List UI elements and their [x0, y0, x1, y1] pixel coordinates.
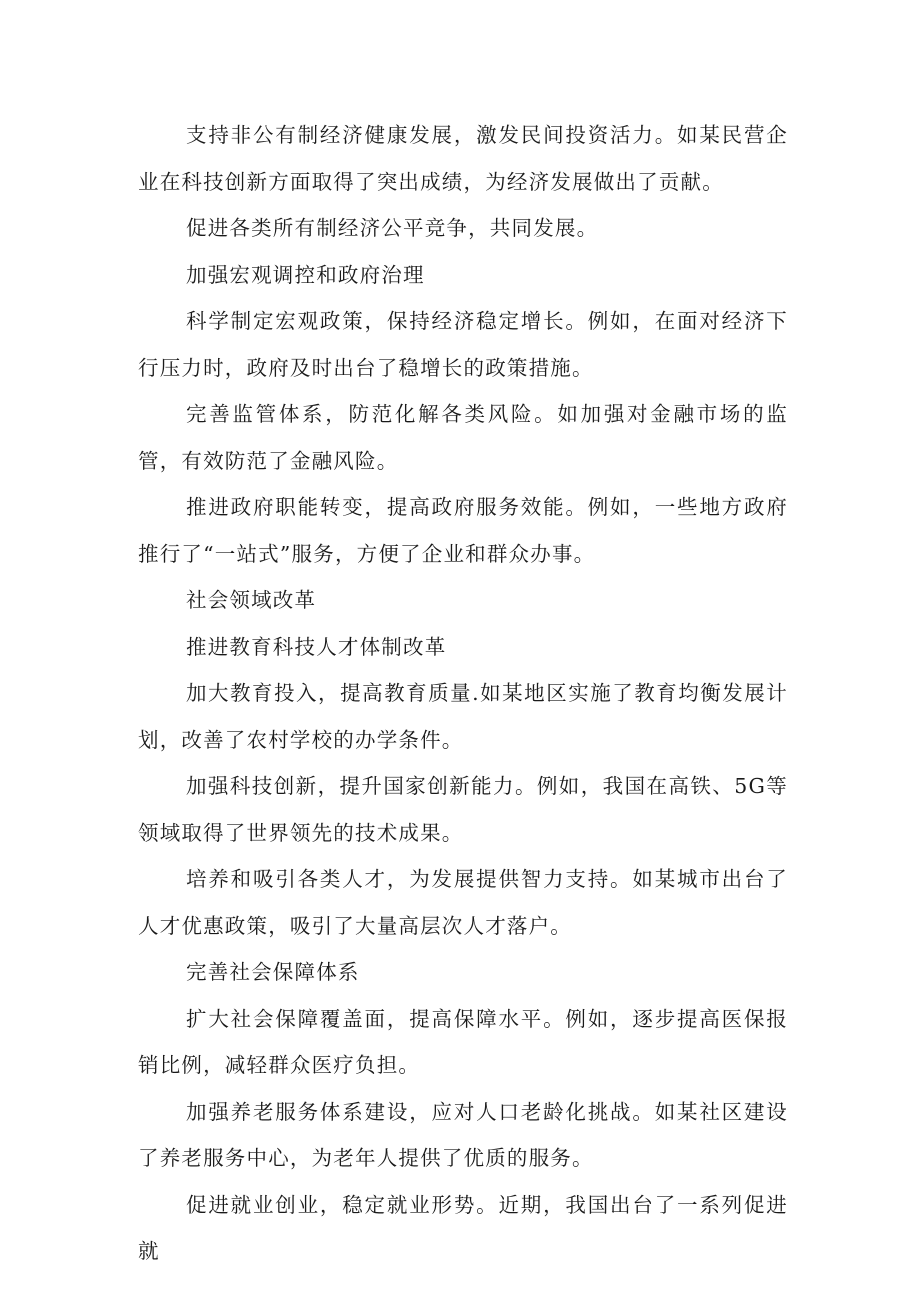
- paragraph: 培养和吸引各类人才，为发展提供智力支持。如某城市出台了人才优惠政策，吸引了大量高层次人才落户。: [138, 867, 788, 938]
- document-body: [138, 112, 788, 1275]
- section-heading: 社会领域改革: [186, 588, 317, 612]
- paragraph: 加强养老服务体系建设，应对人口老龄化挑战。如某社区建设了养老服务中心，为老年人提供了优质的服务。: [138, 1099, 788, 1170]
- paragraph: 支持非公有制经济健康发展，激发民间投资活力。如某民营企业在科技创新方面取得了突出成绩，为经济发展做出了贡献。: [138, 123, 788, 194]
- paragraph: 加大教育投入，提高教育质量.如某地区实施了教育均衡发展计划，改善了农村学校的办学条件。: [138, 681, 788, 752]
- section-heading: 加强宏观调控和政府治理: [186, 262, 425, 287]
- paragraph: 推进政府职能转变，提高政府服务效能。例如，一些地方政府推行了“一站式”服务，方便了企业和群众办事。: [138, 495, 788, 566]
- subsection-heading: 完善社会保障体系: [186, 960, 360, 984]
- paragraph: 科学制定宏观政策，保持经济稳定增长。例如，在面对经济下行压力时，政府及时出台了稳增长的政策措施。: [138, 309, 788, 380]
- paragraph: 促进就业创业，稳定就业形势。近期，我国出台了一系列促进就: [138, 1192, 788, 1263]
- paragraph: 完善监管体系，防范化解各类风险。如加强对金融市场的监管，有效防范了金融风险。: [138, 402, 788, 473]
- paragraph: 加强科技创新，提升国家创新能力。例如，我国在高铁、5G等领域取得了世界领先的技术成果。: [138, 774, 788, 845]
- paragraph: 扩大社会保障覆盖面，提高保障水平。例如，逐步提高医保报销比例，减轻群众医疗负担。: [138, 1006, 788, 1077]
- paragraph: 促进各类所有制经济公平竞争，共同发展。: [186, 216, 599, 240]
- subsection-heading: 推进教育科技人才体制改革: [186, 634, 447, 659]
